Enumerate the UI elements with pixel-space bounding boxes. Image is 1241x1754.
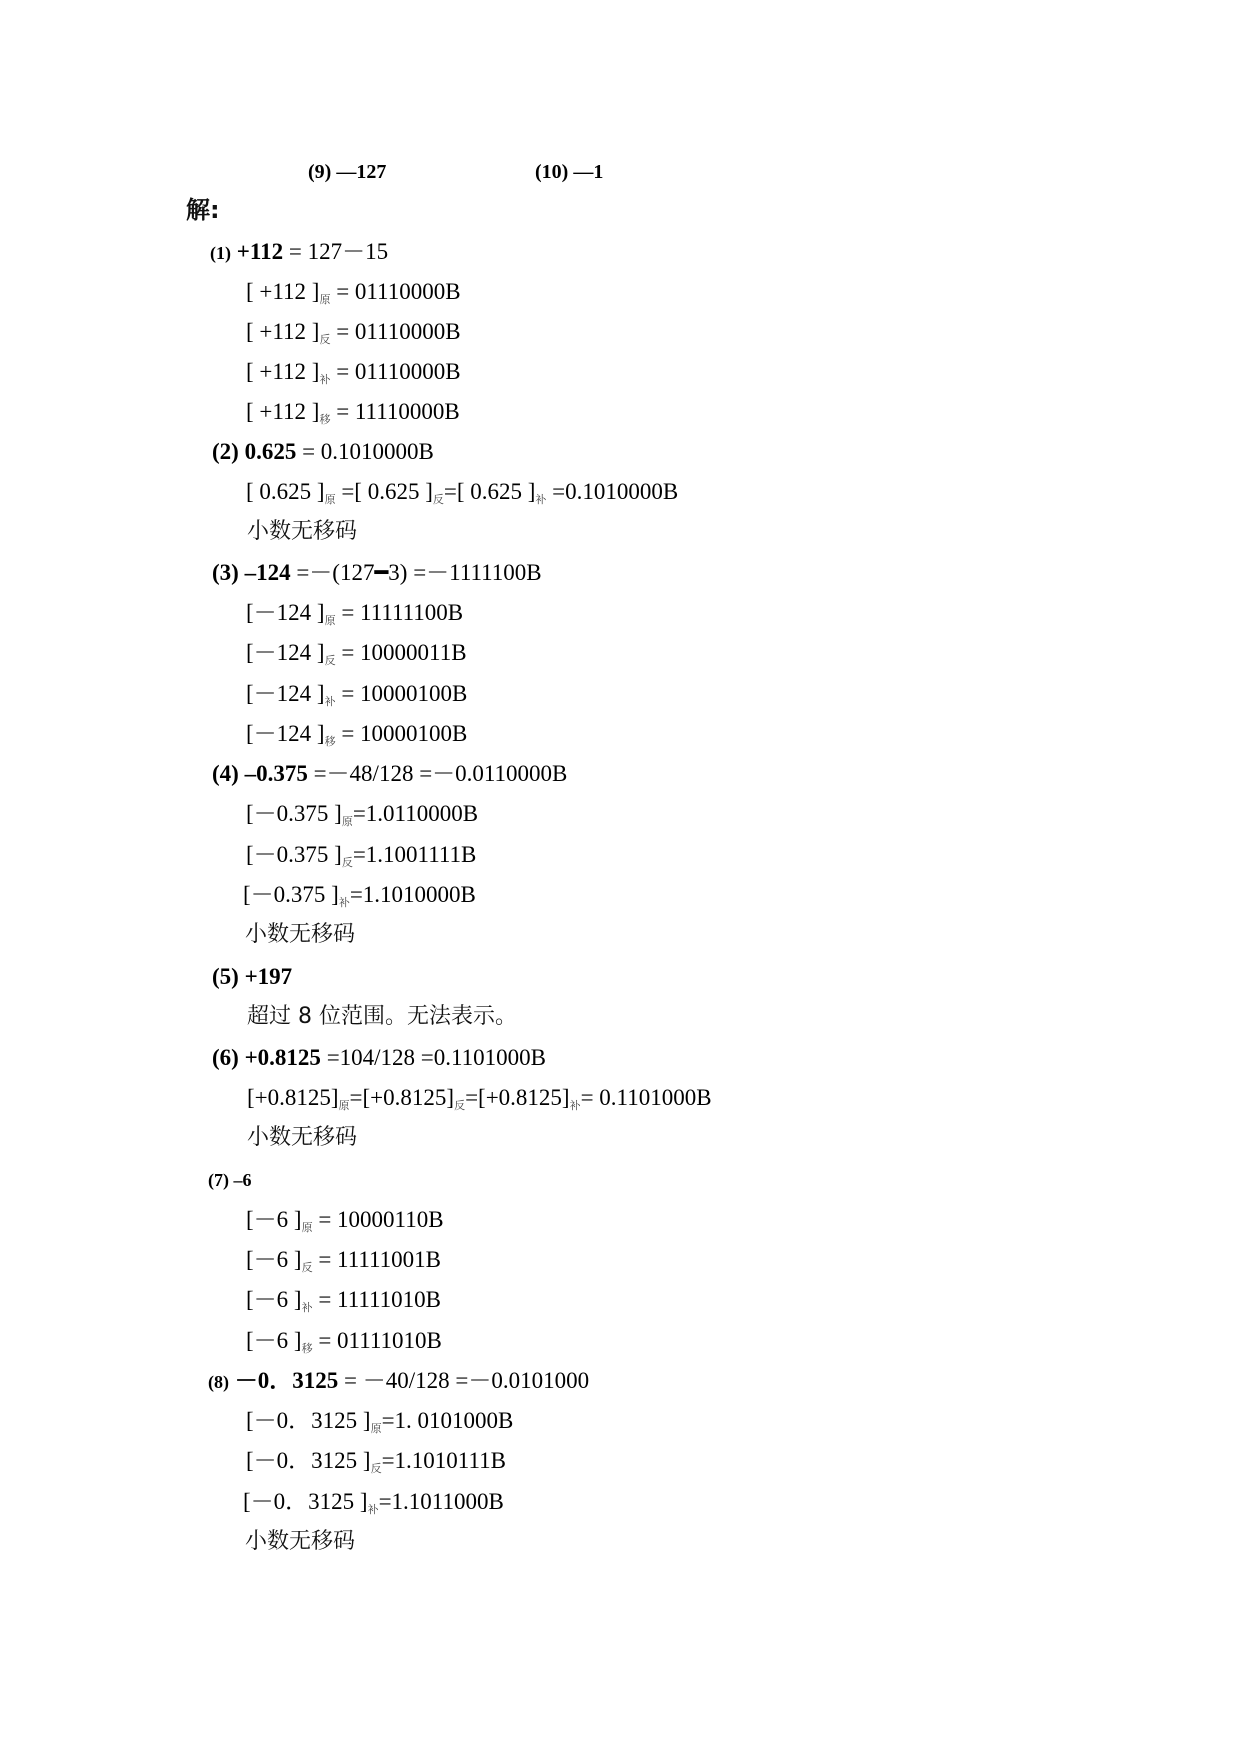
p3-row-sub: 移: [324, 736, 336, 748]
problem-6-expr: =104/128 =0.1101000B: [320, 1045, 547, 1070]
p6-part: [+0.8125]: [247, 1085, 339, 1110]
p8-row-rhs: =1. 0101000B: [381, 1408, 514, 1433]
p4-row-sub: 反: [341, 857, 353, 869]
p8-row-sub: 原: [370, 1423, 382, 1435]
problem-7-heading: (7) –6: [208, 1170, 252, 1190]
p2-rhs: =0.1010000B: [546, 479, 679, 504]
p6-note: 小数无移码: [247, 1125, 358, 1150]
p8-row-ones: [246, 1447, 506, 1483]
problem-3-label: (3) –124: [212, 560, 291, 585]
p1-row-rhs: = 11110000B: [330, 399, 460, 424]
p7-row-twos: [246, 1286, 441, 1322]
p8-row-sub: 补: [367, 1504, 379, 1516]
p1-row-rhs: = 01110000B: [330, 279, 461, 304]
p6-part: =[+0.8125]: [465, 1085, 570, 1110]
p4-row-rhs: =1.1001111B: [352, 842, 477, 867]
p3-row-body: [－124 ]: [246, 640, 325, 665]
p2-row: [246, 478, 678, 514]
p1-row-body: [ +112 ]: [246, 319, 320, 344]
p2-sub: 补: [535, 494, 547, 506]
p7-row-ones: [246, 1246, 441, 1282]
p7-row-rhs: = 01111010B: [312, 1328, 442, 1353]
p4-note: 小数无移码: [245, 922, 356, 947]
problem-2-expr: = 0.1010000B: [296, 439, 434, 464]
p7-row-sub: 原: [301, 1222, 313, 1234]
p1-row-body: [ +112 ]: [246, 279, 320, 304]
p3-row-sub: 补: [324, 696, 336, 708]
p7-row-body: [－6 ]: [246, 1207, 302, 1232]
p1-row-sub: 反: [319, 334, 331, 346]
problem-4-label: (4) –0.375: [212, 761, 308, 786]
problem-8-expr: = －40/128 =－0.0101000: [338, 1368, 590, 1393]
p8-row-body: [－0．3125 ]: [243, 1489, 368, 1514]
p8-row-rhs: =1.1011000B: [378, 1489, 504, 1514]
p4-row-sub: 原: [341, 816, 353, 828]
item-9: (9) —127: [308, 161, 387, 183]
p1-row-rhs: = 01110000B: [330, 319, 461, 344]
p7-row-rhs: = 11111001B: [312, 1247, 441, 1272]
p6-sub: 补: [569, 1100, 581, 1112]
p3-row-rhs: = 10000100B: [335, 681, 468, 706]
p4-row-rhs: =1.0110000B: [352, 801, 479, 826]
p3-row-body: [－124 ]: [246, 600, 325, 625]
problem-3-expr: =－(127━3) =－1111100B: [290, 560, 542, 585]
p4-row-ones: [246, 841, 476, 877]
problem-3-heading: [212, 559, 542, 587]
p8-note: 小数无移码: [245, 1529, 356, 1554]
p3-row-twos: [246, 680, 467, 716]
problem-2-heading: [212, 438, 434, 466]
p4-row-body: [－0.375 ]: [246, 842, 342, 867]
p1-row-ones: [246, 318, 461, 354]
p4-row-body: [－0.375 ]: [246, 801, 342, 826]
p3-row-sub: 原: [324, 615, 336, 627]
p3-row-original: [246, 599, 463, 635]
p8-row-original: [246, 1407, 513, 1443]
p3-row-rhs: = 11111100B: [335, 600, 464, 625]
p1-row-sub: 原: [319, 294, 331, 306]
p2-note: 小数无移码: [247, 519, 358, 544]
p1-row-twos: [246, 358, 461, 394]
p3-row-excess: [246, 720, 467, 756]
problem-8-label: (8): [208, 1372, 229, 1392]
problem-1-heading: [210, 238, 388, 267]
p6-sub: 原: [338, 1100, 350, 1112]
p7-row-body: [－6 ]: [246, 1287, 302, 1312]
p2-part: [ 0.625 ]: [246, 479, 325, 504]
p7-row-sub: 反: [301, 1262, 313, 1274]
p1-row-body: [ +112 ]: [246, 399, 320, 424]
p6-row: [247, 1084, 712, 1120]
p3-row-body: [－124 ]: [246, 681, 325, 706]
p4-row-original: [246, 800, 478, 836]
p4-row-body: [－0.375 ]: [243, 882, 339, 907]
problem-8-heading: [208, 1367, 589, 1396]
p2-sub: 原: [324, 494, 336, 506]
p4-row-sub: 补: [338, 897, 350, 909]
p1-row-excess: [246, 398, 460, 434]
p8-row-sub: 反: [370, 1463, 382, 1475]
p3-row-rhs: = 10000011B: [335, 640, 467, 665]
p1-row-sub: 移: [319, 414, 331, 426]
p4-row-rhs: =1.1010000B: [349, 882, 476, 907]
problem-6-heading: [212, 1044, 546, 1072]
p7-row-excess: [246, 1327, 442, 1363]
p3-row-ones: [246, 639, 467, 675]
problem-4-expr: =－48/128 =－0.0110000B: [307, 761, 568, 786]
problem-1-expr: = 127－15: [283, 239, 389, 264]
problem-1-label: (1): [210, 243, 231, 263]
p8-row-twos: [243, 1488, 504, 1524]
p6-rhs: = 0.1101000B: [580, 1085, 712, 1110]
p6-part: =[+0.8125]: [349, 1085, 455, 1110]
p4-row-twos: [243, 881, 476, 917]
problem-5-heading: (5) +197: [212, 964, 293, 989]
problem-4-heading: [212, 760, 567, 788]
item-10: (10) —1: [535, 161, 604, 183]
p8-row-rhs: =1.1010111B: [381, 1448, 506, 1473]
p1-row-rhs: = 01110000B: [330, 359, 461, 384]
p2-sub: 反: [432, 494, 444, 506]
p8-row-body: [－0．3125 ]: [246, 1448, 371, 1473]
problem-2-label: (2) 0.625: [212, 439, 297, 464]
solution-label: 解:: [186, 196, 220, 224]
p3-row-rhs: = 10000100B: [335, 721, 468, 746]
p7-row-body: [－6 ]: [246, 1328, 302, 1353]
problem-8-number: －0．3125: [234, 1368, 339, 1393]
p2-part: =[ 0.625 ]: [335, 479, 433, 504]
p7-row-rhs: = 11111010B: [312, 1287, 441, 1312]
p6-sub: 反: [454, 1100, 466, 1112]
p7-row-original: [246, 1206, 444, 1242]
p7-row-body: [－6 ]: [246, 1247, 302, 1272]
p5-note: 超过 8 位范围。无法表示。: [247, 1004, 517, 1029]
p2-part: =[ 0.625 ]: [443, 479, 536, 504]
p3-row-sub: 反: [324, 655, 336, 667]
p7-row-sub: 移: [301, 1343, 313, 1355]
p7-row-sub: 补: [301, 1302, 313, 1314]
p1-row-sub: 补: [319, 374, 331, 386]
problem-1-number: +112: [236, 239, 284, 264]
p1-row-original: [246, 278, 461, 314]
p3-row-body: [－124 ]: [246, 721, 325, 746]
p8-row-body: [－0．3125 ]: [246, 1408, 371, 1433]
p7-row-rhs: = 10000110B: [312, 1207, 444, 1232]
p1-row-body: [ +112 ]: [246, 359, 320, 384]
problem-6-label: (6) +0.8125: [212, 1045, 321, 1070]
